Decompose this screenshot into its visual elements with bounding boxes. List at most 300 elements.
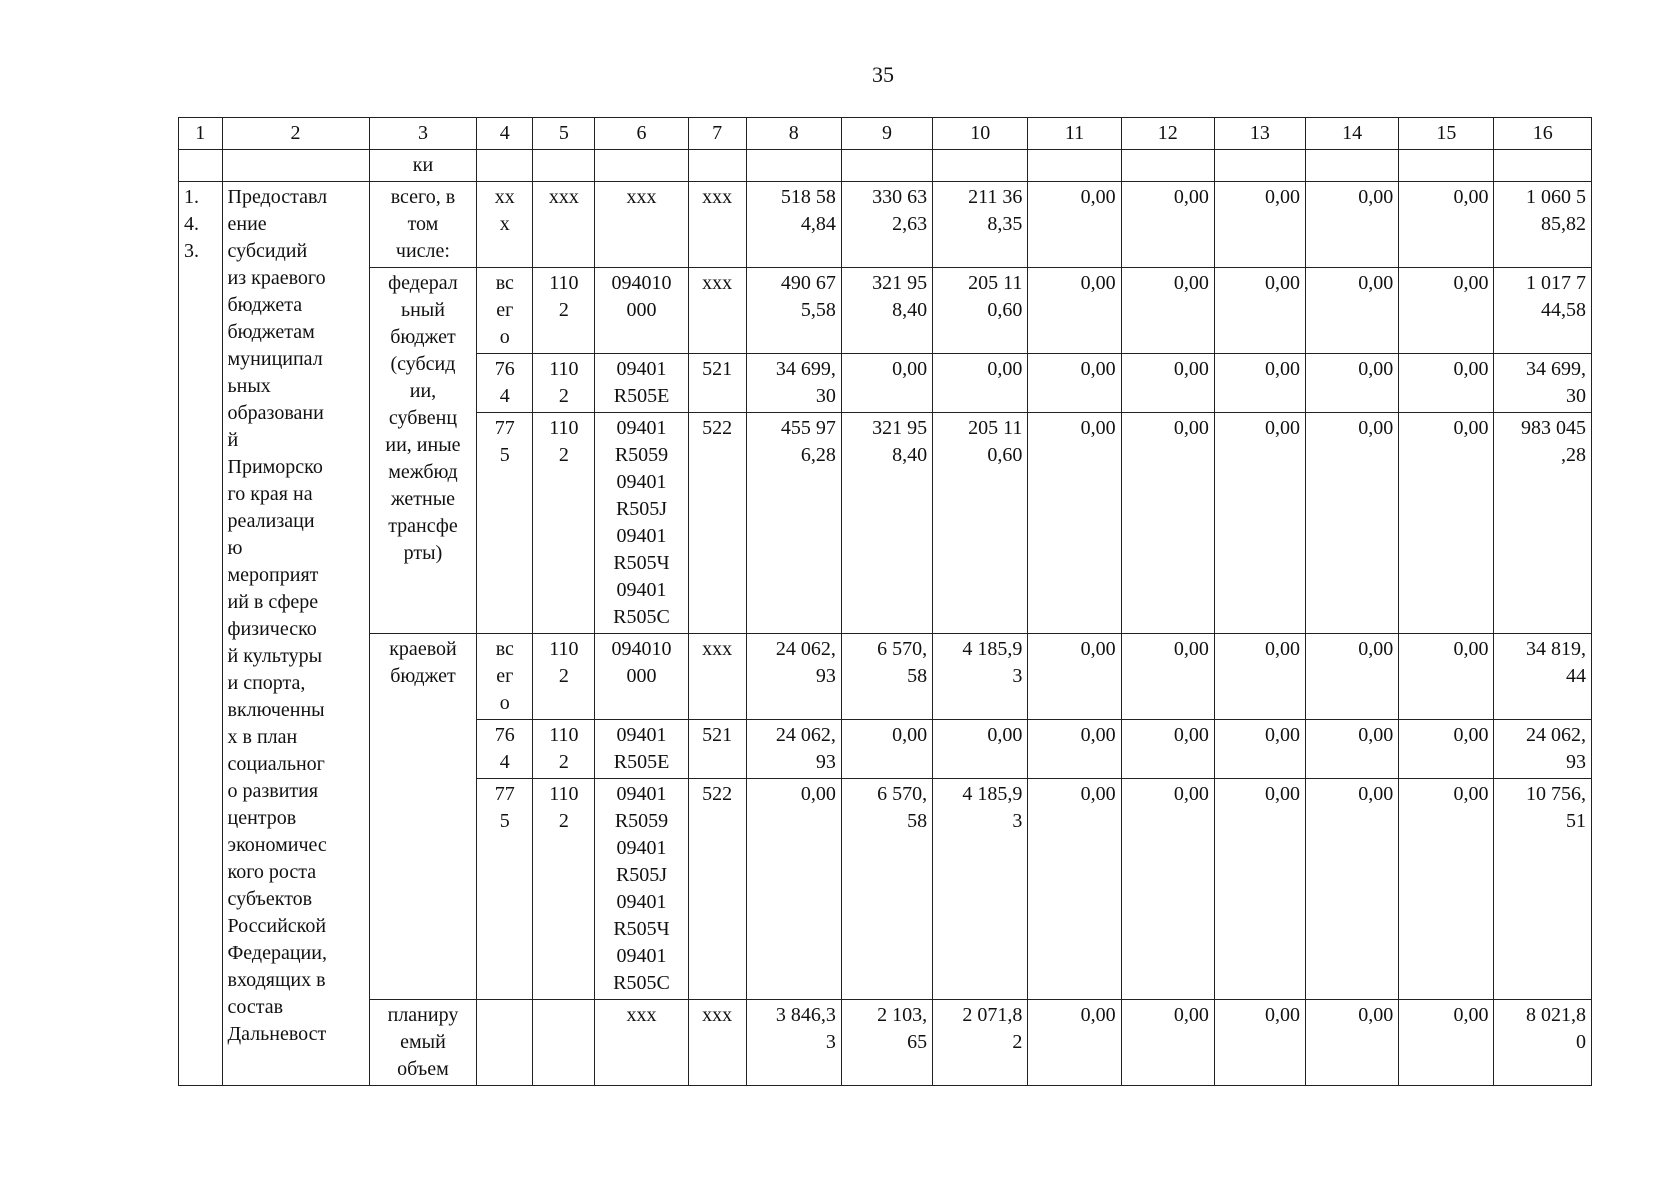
- cell-line: ег: [496, 299, 514, 321]
- cell-line: 8,40: [892, 299, 928, 321]
- cell-line: 0,00: [987, 358, 1023, 380]
- cell-line: 0,00: [1080, 638, 1116, 660]
- cell-line: 4: [499, 385, 510, 407]
- continuation-fragment: ки: [369, 150, 477, 182]
- header-cell: 12: [1121, 118, 1214, 150]
- code-cell: [477, 268, 533, 354]
- cell-line: 3 846,3: [775, 1004, 836, 1026]
- cell-line: межбюд: [388, 461, 458, 483]
- cell-line: 521: [702, 724, 733, 746]
- cell-line: 2: [558, 299, 569, 321]
- cell-line: 09401: [616, 724, 667, 746]
- cell-line: Российской: [227, 915, 327, 937]
- amount-cell: [1121, 354, 1214, 413]
- cell-line: 5: [499, 444, 510, 466]
- amount-cell: [1121, 268, 1214, 354]
- cell-line: 2,63: [892, 213, 928, 235]
- amount-cell: [933, 413, 1028, 634]
- header-cell: 16: [1494, 118, 1592, 150]
- source-label-cell: [369, 268, 477, 634]
- cell-line: 0,00: [1173, 417, 1209, 439]
- cell-line: ххх: [702, 638, 733, 660]
- cell-line: х в план: [227, 726, 298, 748]
- cell-line: 93: [815, 665, 836, 687]
- cell-line: 455 97: [780, 417, 836, 439]
- cell-line: 2: [558, 444, 569, 466]
- cell-line: 0,00: [1358, 724, 1394, 746]
- item-number-cell: [179, 182, 223, 1086]
- cell-line: 24 062,: [775, 638, 836, 660]
- budget-table: [178, 117, 1592, 1086]
- header-cell: 15: [1399, 118, 1494, 150]
- cell-line: 3: [825, 1031, 836, 1053]
- total-amount-cell: [1494, 720, 1592, 779]
- cell-line: 0: [1576, 1031, 1586, 1053]
- cell-line: 522: [702, 783, 733, 805]
- cell-line: й: [227, 429, 239, 451]
- cell-line: 09401: [616, 525, 667, 547]
- cell-line: 3: [1012, 665, 1023, 687]
- amount-cell: [1121, 720, 1214, 779]
- cell-line: том: [407, 213, 439, 235]
- amount-cell: [746, 182, 841, 268]
- total-amount-cell: [1494, 354, 1592, 413]
- amount-cell: [1399, 1000, 1494, 1086]
- amount-cell: [1028, 413, 1121, 634]
- amount-cell: [1214, 1000, 1305, 1086]
- cell-line: 518 58: [780, 186, 836, 208]
- continuation-row: [179, 150, 1592, 182]
- cell-line: 10 756,: [1526, 783, 1586, 805]
- code-cell: [595, 413, 688, 634]
- table-row: [179, 268, 1592, 354]
- cell-line: 76: [494, 724, 515, 746]
- amount-cell: [1214, 182, 1305, 268]
- amount-cell: [1028, 268, 1121, 354]
- amount-cell: [1399, 779, 1494, 1000]
- cell-line: 0,00: [1173, 272, 1209, 294]
- amount-cell: [841, 413, 932, 634]
- cell-line: 4.: [184, 213, 199, 235]
- code-cell: [595, 779, 688, 1000]
- amount-cell: [1305, 720, 1398, 779]
- cell-line: 09401: [616, 579, 667, 601]
- cell-line: 2 103,: [877, 1004, 928, 1026]
- code-cell: [533, 720, 595, 779]
- cell-line: 8,40: [892, 444, 928, 466]
- cell-line: 77: [494, 417, 515, 439]
- cell-line: 110: [549, 783, 579, 805]
- amount-cell: [841, 268, 932, 354]
- header-cell: 6: [595, 118, 688, 150]
- cell-line: 0,00: [1173, 783, 1209, 805]
- cell-line: бюджета: [227, 294, 303, 316]
- cell-line: ег: [496, 665, 514, 687]
- amount-cell: [1305, 354, 1398, 413]
- cell-line: 0,00: [1453, 272, 1489, 294]
- cell-line: Дальневост: [227, 1023, 327, 1045]
- cell-line: 0,00: [800, 783, 836, 805]
- cell-line: 0,00: [1080, 783, 1116, 805]
- code-cell: [595, 634, 688, 720]
- cell-line: из краевого: [227, 267, 326, 289]
- cell-line: социальног: [227, 753, 325, 775]
- amount-cell: [1399, 182, 1494, 268]
- cell-line: Федерации,: [227, 942, 327, 964]
- cell-line: 0,00: [1358, 186, 1394, 208]
- code-cell: [477, 634, 533, 720]
- amount-cell: [746, 1000, 841, 1086]
- cell-line: 2: [558, 751, 569, 773]
- cell-line: (субсид: [390, 353, 456, 375]
- header-cell: 7: [688, 118, 746, 150]
- cell-line: о: [499, 326, 510, 348]
- cell-line: 205 11: [968, 272, 1023, 294]
- cell-line: х: [499, 213, 510, 235]
- header-cell: 4: [477, 118, 533, 150]
- amount-cell: [1214, 779, 1305, 1000]
- cell-line: 09401: [616, 891, 667, 913]
- code-cell: [688, 779, 746, 1000]
- amount-cell: [1399, 268, 1494, 354]
- amount-cell: [841, 354, 932, 413]
- amount-cell: [933, 354, 1028, 413]
- code-cell: [477, 413, 533, 634]
- cell-line: 0,00: [892, 358, 928, 380]
- cell-line: 4 185,9: [962, 638, 1023, 660]
- code-cell: [595, 720, 688, 779]
- code-cell: [595, 268, 688, 354]
- amount-cell: [1305, 182, 1398, 268]
- cell-line: 110: [549, 272, 579, 294]
- amount-cell: [933, 268, 1028, 354]
- cell-line: 110: [549, 358, 579, 380]
- amount-cell: [1028, 634, 1121, 720]
- table-row: [179, 634, 1592, 720]
- code-cell: [533, 354, 595, 413]
- table-row: [179, 1000, 1592, 1086]
- cell-line: 110: [549, 417, 579, 439]
- cell-line: 76: [494, 358, 515, 380]
- cell-line: 0,00: [1453, 186, 1489, 208]
- cell-line: 24 062,: [775, 724, 836, 746]
- code-cell: [688, 268, 746, 354]
- cell-line: 3: [1012, 810, 1023, 832]
- amount-cell: [933, 720, 1028, 779]
- cell-line: й культуры: [227, 645, 323, 667]
- amount-cell: [1214, 413, 1305, 634]
- code-cell: [477, 779, 533, 1000]
- header-cell: 13: [1214, 118, 1305, 150]
- cell-line: муниципал: [227, 348, 323, 370]
- cell-line: 0,00: [1264, 417, 1300, 439]
- header-cell: 2: [222, 118, 369, 150]
- code-cell: [595, 182, 688, 268]
- cell-line: 0,00: [1453, 358, 1489, 380]
- code-cell: [477, 720, 533, 779]
- header-cell: 5: [533, 118, 595, 150]
- cell-line: 85,82: [1541, 213, 1586, 235]
- cell-line: 0,00: [1264, 1004, 1300, 1026]
- cell-line: 0,00: [1358, 1004, 1394, 1026]
- cell-line: ю: [227, 537, 243, 559]
- amount-cell: [746, 779, 841, 1000]
- cell-line: хх: [494, 186, 515, 208]
- cell-line: R5059: [614, 444, 669, 466]
- cell-line: субвенц: [388, 407, 458, 429]
- cell-line: 0,00: [1080, 272, 1116, 294]
- code-cell: [533, 182, 595, 268]
- cell-line: 4: [499, 751, 510, 773]
- cell-line: реализаци: [227, 510, 315, 532]
- amount-cell: [933, 779, 1028, 1000]
- amount-cell: [841, 720, 932, 779]
- cell-line: краевой: [389, 638, 457, 660]
- amount-cell: [1121, 779, 1214, 1000]
- total-amount-cell: [1494, 413, 1592, 634]
- code-cell: [477, 1000, 533, 1086]
- amount-cell: [1214, 268, 1305, 354]
- amount-cell: [1399, 634, 1494, 720]
- cell-line: R505C: [613, 606, 670, 628]
- amount-cell: [1028, 779, 1121, 1000]
- cell-line: Предоставл: [227, 186, 328, 208]
- cell-line: 0,00: [1358, 272, 1394, 294]
- cell-line: ий в сфере: [227, 591, 319, 613]
- cell-line: ххх: [702, 272, 733, 294]
- cell-line: 58: [907, 665, 928, 687]
- amount-cell: [933, 182, 1028, 268]
- cell-line: 0,00: [1358, 358, 1394, 380]
- code-cell: [533, 1000, 595, 1086]
- cell-line: мероприят: [227, 564, 319, 586]
- amount-cell: [1305, 1000, 1398, 1086]
- cell-line: экономичес: [227, 834, 327, 856]
- cell-line: о: [499, 692, 510, 714]
- cell-line: 0,00: [1173, 358, 1209, 380]
- cell-line: субсидий: [227, 240, 308, 262]
- header-cell: 3: [369, 118, 477, 150]
- cell-line: 65: [907, 1031, 928, 1053]
- cell-line: 0,00: [1453, 417, 1489, 439]
- cell-line: состав: [227, 996, 284, 1018]
- cell-line: 09401: [616, 837, 667, 859]
- cell-line: 0,00: [1264, 783, 1300, 805]
- code-cell: [533, 779, 595, 1000]
- cell-line: жетные: [390, 488, 456, 510]
- cell-line: 0,00: [1453, 724, 1489, 746]
- cell-line: 44: [1566, 665, 1586, 687]
- cell-line: ххх: [626, 186, 657, 208]
- amount-cell: [1399, 354, 1494, 413]
- cell-line: объем: [397, 1058, 449, 1080]
- cell-line: 330 63: [872, 186, 928, 208]
- cell-line: 0,00: [1173, 638, 1209, 660]
- source-label-cell: [369, 634, 477, 1000]
- cell-line: 0,00: [1264, 724, 1300, 746]
- cell-line: о развития: [227, 780, 319, 802]
- cell-line: 0,00: [1080, 358, 1116, 380]
- total-amount-cell: [1494, 268, 1592, 354]
- amount-cell: [1121, 413, 1214, 634]
- table-row: [179, 182, 1592, 268]
- cell-line: 521: [702, 358, 733, 380]
- cell-line: 6 570,: [877, 638, 928, 660]
- cell-line: 490 67: [780, 272, 836, 294]
- cell-line: 0,00: [1264, 186, 1300, 208]
- cell-line: 0,00: [1173, 724, 1209, 746]
- cell-line: 0,00: [1080, 186, 1116, 208]
- cell-line: рты): [403, 542, 443, 564]
- cell-line: входящих в: [227, 969, 326, 991]
- code-cell: [533, 634, 595, 720]
- cell-line: 2: [558, 665, 569, 687]
- cell-line: 205 11: [968, 417, 1023, 439]
- cell-line: 51: [1566, 810, 1586, 832]
- cell-line: 2: [558, 385, 569, 407]
- cell-line: 0,00: [1264, 638, 1300, 660]
- amount-cell: [1305, 779, 1398, 1000]
- cell-line: 0,00: [1453, 783, 1489, 805]
- cell-line: образовани: [227, 402, 324, 424]
- total-amount-cell: [1494, 1000, 1592, 1086]
- cell-line: 30: [815, 385, 836, 407]
- amount-cell: [1305, 634, 1398, 720]
- amount-cell: [841, 634, 932, 720]
- cell-line: всего, в: [390, 186, 456, 208]
- amount-cell: [1028, 354, 1121, 413]
- cell-line: 0,00: [1453, 1004, 1489, 1026]
- cell-line: 09401: [616, 945, 667, 967]
- cell-line: вс: [495, 638, 514, 660]
- cell-line: 5,58: [800, 299, 836, 321]
- cell-line: 0,00: [1453, 638, 1489, 660]
- code-cell: [477, 182, 533, 268]
- cell-line: ение: [227, 213, 267, 235]
- cell-line: 09401: [616, 783, 667, 805]
- header-cell: 14: [1305, 118, 1398, 150]
- amount-cell: [1214, 354, 1305, 413]
- cell-line: ьный: [400, 299, 445, 321]
- cell-line: 93: [1566, 751, 1586, 773]
- amount-cell: [746, 720, 841, 779]
- column-number-header-row: [179, 118, 1592, 150]
- amount-cell: [1028, 1000, 1121, 1086]
- amount-cell: [933, 634, 1028, 720]
- cell-line: R5059: [614, 810, 669, 832]
- code-cell: [595, 354, 688, 413]
- total-amount-cell: [1494, 779, 1592, 1000]
- cell-line: 8,35: [987, 213, 1023, 235]
- cell-line: R505E: [613, 385, 670, 407]
- amount-cell: [746, 268, 841, 354]
- cell-line: ии, иные: [385, 434, 461, 456]
- cell-line: 34 819,: [1526, 638, 1586, 660]
- cell-line: 2 071,8: [962, 1004, 1023, 1026]
- cell-line: трансфе: [388, 515, 458, 537]
- amount-cell: [1214, 720, 1305, 779]
- cell-line: 0,00: [1358, 783, 1394, 805]
- total-amount-cell: [1494, 182, 1592, 268]
- cell-line: 34 699,: [775, 358, 836, 380]
- cell-line: 09401: [616, 471, 667, 493]
- cell-line: 0,00: [1080, 1004, 1116, 1026]
- cell-line: 2: [558, 810, 569, 832]
- cell-line: 93: [815, 751, 836, 773]
- total-amount-cell: [1494, 634, 1592, 720]
- source-label-cell: [369, 1000, 477, 1086]
- cell-line: бюджет: [390, 665, 456, 687]
- amount-cell: [1028, 720, 1121, 779]
- page-number: 35: [872, 62, 894, 87]
- description-cell: [222, 182, 369, 1086]
- cell-line: бюджетам: [227, 321, 315, 343]
- cell-line: 24 062,: [1526, 724, 1586, 746]
- cell-line: 0,00: [1080, 724, 1116, 746]
- cell-line: 321 95: [872, 272, 928, 294]
- cell-line: 3.: [184, 240, 199, 262]
- cell-line: R505E: [613, 751, 670, 773]
- cell-line: R505C: [613, 972, 670, 994]
- amount-cell: [1305, 268, 1398, 354]
- cell-line: 6,28: [800, 444, 836, 466]
- amount-cell: [933, 1000, 1028, 1086]
- cell-line: 0,00: [1358, 638, 1394, 660]
- cell-line: 0,00: [1264, 358, 1300, 380]
- cell-line: 0,00: [1173, 186, 1209, 208]
- cell-line: Приморско: [227, 456, 323, 478]
- cell-line: 1.: [184, 186, 199, 208]
- cell-line: го края на: [227, 483, 313, 505]
- cell-line: 0,00: [1358, 417, 1394, 439]
- amount-cell: [1121, 182, 1214, 268]
- cell-line: ьных: [227, 375, 271, 397]
- cell-line: 4,84: [800, 213, 836, 235]
- header-cell: 1: [179, 118, 223, 150]
- header-cell: 11: [1028, 118, 1121, 150]
- code-cell: [688, 413, 746, 634]
- cell-line: 34 699,: [1526, 358, 1586, 380]
- cell-line: 000: [626, 299, 657, 321]
- cell-line: 09401: [616, 358, 667, 380]
- amount-cell: [1028, 182, 1121, 268]
- cell-line: 094010: [611, 272, 672, 294]
- cell-line: ххх: [548, 186, 579, 208]
- cell-line: R505J: [615, 498, 668, 520]
- cell-line: 0,60: [987, 444, 1023, 466]
- amount-cell: [1399, 720, 1494, 779]
- code-cell: [688, 354, 746, 413]
- source-label-cell: [369, 182, 477, 268]
- cell-line: числе:: [395, 240, 450, 262]
- cell-line: ххх: [626, 1004, 657, 1026]
- cell-line: R505Ч: [613, 918, 670, 940]
- cell-line: емый: [400, 1031, 446, 1053]
- cell-line: и спорта,: [227, 672, 306, 694]
- cell-line: R505Ч: [613, 552, 670, 574]
- cell-line: 44,58: [1541, 299, 1586, 321]
- cell-line: 09401: [616, 417, 667, 439]
- cell-line: 321 95: [872, 417, 928, 439]
- code-cell: [595, 1000, 688, 1086]
- cell-line: федерал: [388, 272, 458, 294]
- cell-line: 5: [499, 810, 510, 832]
- header-cell: 9: [841, 118, 932, 150]
- cell-line: ххх: [702, 186, 733, 208]
- amount-cell: [746, 413, 841, 634]
- code-cell: [688, 182, 746, 268]
- cell-line: 6 570,: [877, 783, 928, 805]
